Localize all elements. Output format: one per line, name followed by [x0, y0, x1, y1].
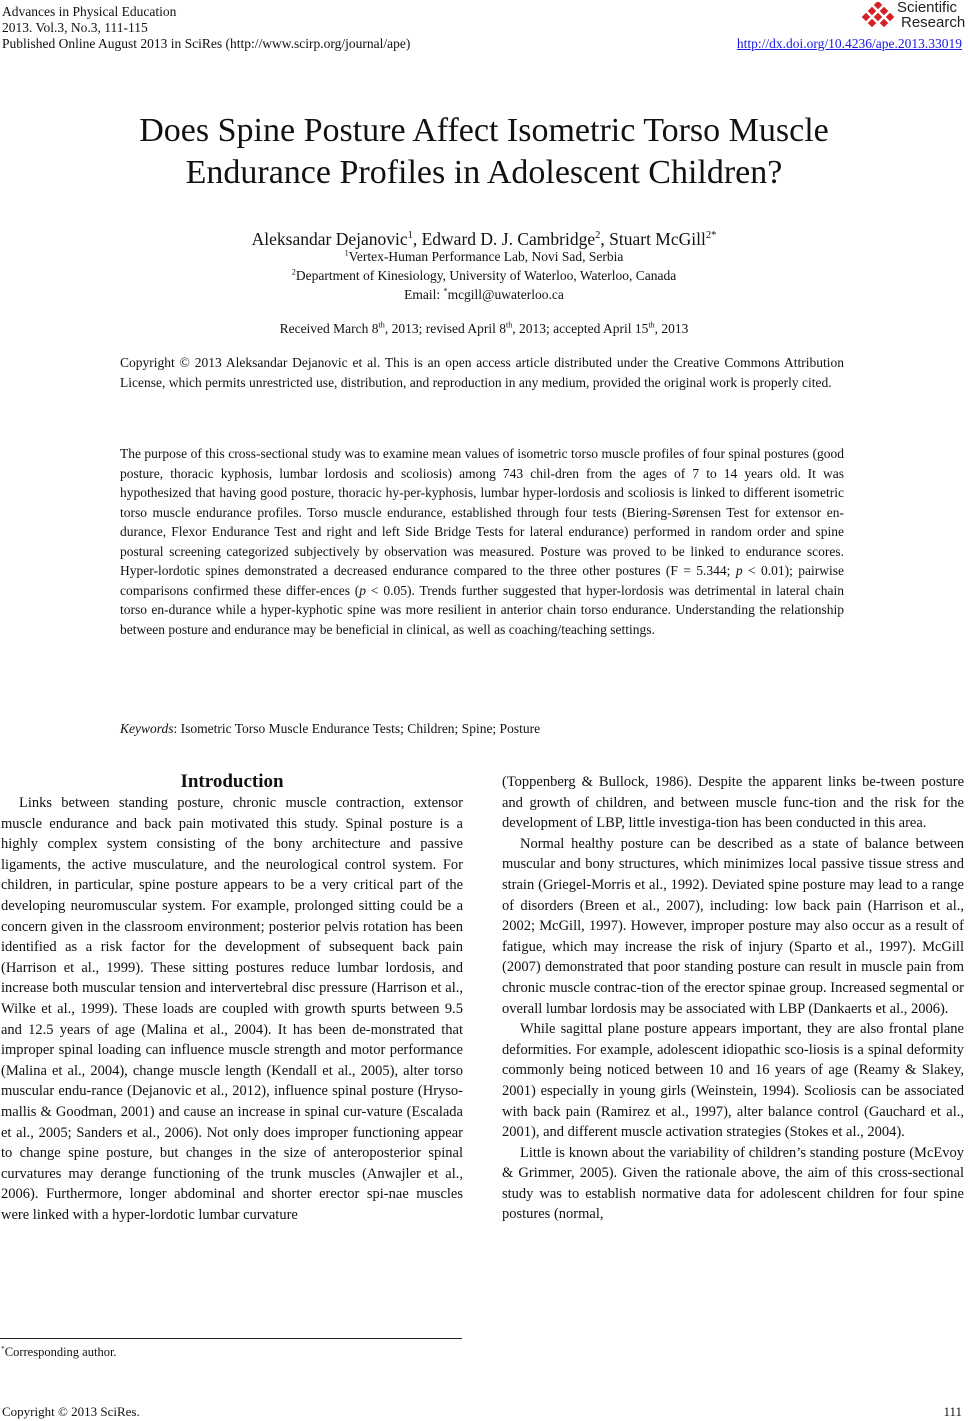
right-paragraph-3: Little is known about the variability of children’s standing posture (McEvoy & Grimmer, 2005). Given the rationale above, the aim of this cross-sectional study was to establish normative data for adolescent children for four spine postures (normal, [502, 1144, 964, 1223]
author-list [0, 228, 968, 250]
dates-end: , 2013 [654, 321, 689, 336]
revised-date: , 2013; revised April 8 [384, 321, 506, 336]
abstract [120, 444, 844, 639]
author-2: , Edward D. J. Cambridge [412, 229, 596, 249]
received-date: Received March 8 [279, 321, 379, 336]
intro-paragraph-1: Links between standing posture, chronic muscle contraction, extensor muscle endurance and back pain motivated this study. Spinal posture is a highly complex system consisting of the bony architecture and passive ligaments, the active musculature, and the neurological control system. For children, in particular, spine posture appears to be a very critical part of the developing neuromuscular system. For example, prolonged sitting could be a concern given in the classroom environment; posterior pelvis rotation has been identified as a risk factor for the development of subsequent back pain (Harrison et al., 1999). These sitting postures reduce lumbar lordosis, and increase both muscular tension and intervertebral disc pressure (Harrison et al., Wilke et al., 1999). These loads are coupled with growth spurts between 9.5 and 12.5 years of age (Malina et al., 2004). It has been de-monstrated that improper spinal loading can influence muscle strength and motor performance (Malina et al., 2004), change muscle length (Kendall et al., 2005), alter torso muscular endu-rance (Dejanovic et al., 2012), influence spinal posture (Hryso-mallis & Goodman, 2001) and cause an increase in spinal cur-vature (Escalada et al., 2005; Sanders et al., 2006). Not only does improper functioning appear to change spine posture, but changes in the size of anteroposterior spinal curvatures may derange functioning of the trunk muscles (Anwajler et al., 2006). Furthermore, longer abdominal and shorter erector spi-nae muscles were linked with a hyper-lordotic lumbar curvature [1, 795, 463, 1223]
email-line [0, 286, 968, 303]
journal-volume: 2013. Vol.3, No.3, 111-115 [2, 20, 148, 35]
scientific-research-logo-icon [862, 2, 896, 32]
abstract-p-symbol-2: p [359, 582, 367, 598]
right-paragraph-1: Normal healthy posture can be described as a state of balance between muscular and bony structures, which minimizes local passive tissue stress and strain (Griegel-Morris et al., 1992). Deviated spine posture may lead to a range of disorders (Breen et al., 2007), including: low back pain (Harrison et al., 2002; McGill, 1997). However, improper posture may also occur as a result of fatigue, which may increase the risk of injury (Sparto et al., 1997). McGill (2007) demonstrated that poor standing posture can result in muscle pain from chronic muscle contrac-tion of the erector spinae group. Increased segmental or overall lumbar lordosis may be associated with LBP (Dankaerts et al., 2006). [502, 835, 964, 1017]
keywords-text: : Isometric Torso Muscle Endurance Tests; Children; Spine; Posture [173, 721, 541, 736]
author-3: , Stuart McGill [600, 229, 706, 249]
doi-link[interactable]: http://dx.doi.org/10.4236/ape.2013.33019 [736, 36, 962, 51]
footnote-divider [0, 1338, 462, 1339]
affiliation-1-text: Vertex-Human Performance Lab, Novi Sad, Serbia [348, 249, 624, 264]
title-line-1: Does Spine Posture Affect Isometric Torso Muscle [139, 112, 829, 149]
affiliation-2-sup: 2 [291, 267, 296, 277]
journal-name: Advances in Physical Education [2, 4, 177, 19]
abstract-p-symbol-1: p [735, 563, 743, 578]
journal-published: Published Online August 2013 in SciRes (http://www.scirp.org/journal/ape) [2, 36, 411, 51]
history-dates [0, 320, 968, 338]
keywords-label: Keywords [120, 721, 174, 736]
paper-title [0, 110, 968, 194]
affiliation-2-text: Department of Kinesiology, University of Waterloo, Waterloo, Canada [295, 268, 677, 283]
accepted-date: , 2013; accepted April 15 [512, 321, 649, 336]
copyright-notice: Copyright © 2013 Aleksandar Dejanovic et al. This is an open access article distributed under the Creative Commons Attribution License, which permits unrestricted use, distribution, and reproduction in any medium, provided the original work is properly cited. [120, 355, 844, 390]
email-address: mcgill@uwaterloo.ca [447, 287, 564, 302]
right-column [502, 772, 964, 1225]
author-1-sup: 1 [407, 230, 413, 242]
email-sup: * [443, 286, 448, 296]
revised-sup: th [505, 320, 513, 330]
keywords [120, 719, 540, 738]
journal-header [2, 4, 410, 52]
title-line-2: Endurance Profiles in Adolescent Children? [185, 154, 783, 191]
logo-line-1: Scientific [897, 0, 958, 16]
section-heading-introduction: Introduction [180, 771, 284, 792]
affiliation-1-sup: 1 [344, 248, 349, 258]
email-prefix: Email: [404, 287, 444, 302]
author-1: Aleksandar Dejanovic [251, 229, 408, 249]
footnote-text: Corresponding author. [4, 1345, 117, 1359]
affiliation-2 [0, 267, 968, 284]
publisher-logo [862, 0, 964, 34]
right-paragraph-2: While sagittal plane posture appears important, they are also frontal plane deformities. For example, adolescent idiopathic sco-liosis is a spinal deformity commonly being noticed between 10 and 16 years of age (Reamy & Slakey, 2001) especially in young girls (Weinstein, 1994). Scoliosis can be associated with back pain (Ramirez et al., 1997), alter balance control (Gauchard et al., 2001), and different muscle activation strategies (Stokes et al., 2004). [502, 1021, 964, 1141]
logo-line-2: Research [901, 14, 966, 31]
author-2-sup: 2 [595, 230, 601, 242]
right-paragraph-continued: (Toppenberg & Bullock, 1986). Despite the apparent links be-tween posture and growth of children, and between muscle func-tion and the risk for the development of LBP, little investiga-tion has been conducted in this area. [502, 774, 964, 832]
abstract-part-3: < 0.05). Trends further suggested that hyper-lordosis was detrimental in lateral chain torso en-durance while a hyper-kyphotic spine was more resilient in anterior chain torso endurance. Understanding the relationship between posture and endurance may be beneficial in clinical, as well as coaching/teaching settings. [120, 582, 844, 637]
footnote-sup: * [1, 1343, 5, 1353]
left-column [1, 793, 463, 1225]
page-number: 111 [943, 1404, 962, 1419]
received-sup: th [378, 320, 385, 330]
abstract-part-1: The purpose of this cross-sectional study was to examine mean values of isometric torso muscle profiles of four spinal postures (good posture, thoracic kyphosis, lumbar lordosis and scoliosis) among 743 chil-dren from the ages of 7 to 14 years old. It was hypothesized that having good posture, thoracic hy-per-kyphosis, lumbar hyper-lordosis and scoliosis is linked to different isometric torso muscle endurance profiles. Torso muscle endurance, established through four tests (Biering-Sørensen Test for extensor en-durance, Flexor Endurance Test and right and left Side Bridge Tests for lateral endurance) performed in random order and spine postural screening categorized subjectively by observation was measured. Posture was proved to be linked to endurance scores. Hyper-lordotic spines demonstrated a decreased endurance compared to the three other postures (F = 5.344; [120, 446, 844, 578]
accepted-sup: th [648, 320, 655, 330]
abstract-part-2: < 0.01); pairwise comparisons confirmed these differ-ences ( [120, 563, 844, 598]
footer-copyright: Copyright © 2013 SciRes. [2, 1404, 140, 1419]
logo-text [897, 0, 965, 30]
author-3-sup: 2* [705, 230, 717, 242]
affiliation-1 [0, 248, 968, 265]
footnote [1, 1344, 117, 1360]
